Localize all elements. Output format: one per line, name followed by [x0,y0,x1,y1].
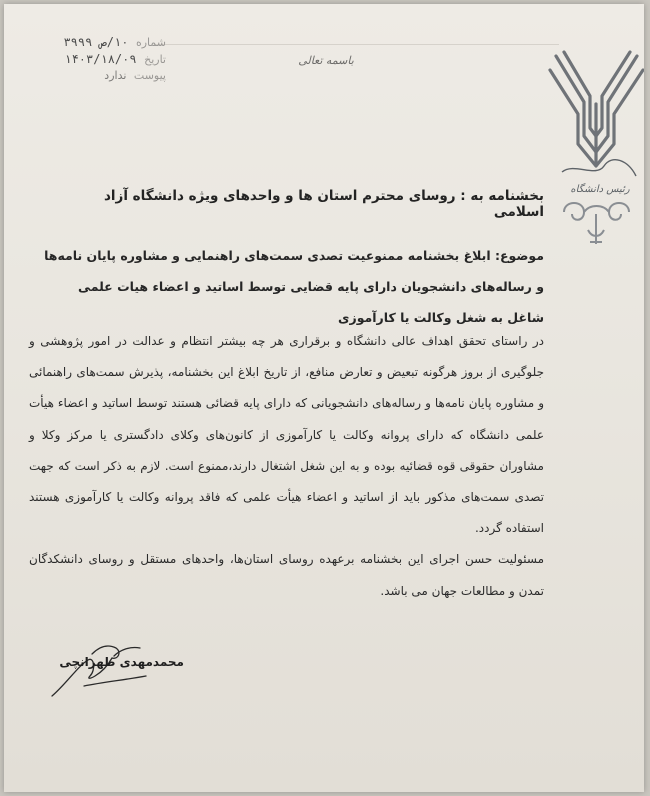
date-value: ۱۴۰۳/۱۸/۰۹ [64,52,137,66]
attachment-row [16,68,166,84]
date-row [16,51,166,68]
date-label: تاریخ [144,53,166,66]
logo-caption: رئیس دانشگاه [570,184,630,195]
signer-name: محمدمهدی طهرانچی [59,655,184,669]
body-paragraph-1: در راستای تحقق اهداف عالی دانشگاه و برقراری هر چه بیشتر انتظام و عدالت در امور پژوهشی و جلوگیری از بروز هرگونه تبعیض و تعارض منافع، از تاریخ ابلاغ این بخشنامه، پذیرش سمت‌های راهنمائی و مشاوره پایان نامه‌ها و رساله‌های دانشجویانی که دارای پایه قضائی هستند توسط اساتید و اعضاء هیأت علمی دانشگاه که دارای پروانه وکالت یا کارآموزی از کانون‌های وکلای دادگستری یا مرکز وکلا و مشاوران حقوقی قوه قضائیه بوده و به این شغل اشتغال دارند،ممنوع است. لازم به ذکر است که جهت تصدی سمت‌های مذکور باید از اساتید و اعضاء هیأت علمی که فاقد پروانه وکالت یا کارآموزی هستند استفاده گردد. [29,334,544,536]
letter-meta [16,34,166,84]
attachment-label: پیوست [133,69,166,82]
letter-body [29,326,544,607]
number-label: شماره [135,36,166,49]
number-row [16,34,166,51]
letter-subject: موضوع: ابلاغ بخشنامه ممنوعیت تصدی سمت‌های راهنمایی و مشاوره پایان نامه‌ها و رساله‌های دانشجویان دارای پایه قضایی توسط اساتید و اعضاء هیات علمی شاغل به شغل وکالت یا کارآموزی [44,248,544,325]
letter-page [4,4,644,792]
basmala: باسمه تعالی [298,54,354,67]
number-value: ۱۰/ص ۳۹۹۹ [63,35,129,49]
body-paragraph-2: مسئولیت حسن اجرای این بخشنامه برعهده روسای استان‌ها، واحدهای مستقل و روسای دانشکدگان تمدن و مطالعات جهان می باشد. [29,552,544,598]
university-logo [544,44,644,259]
header-rule [154,44,559,45]
attachment-value: ندارد [104,69,127,82]
handwritten-signature [44,636,194,706]
letter-addressee: بخشنامه به : روسای محترم استان ها و واحدهای ویژه دانشگاه آزاد اسلامی [104,188,544,220]
